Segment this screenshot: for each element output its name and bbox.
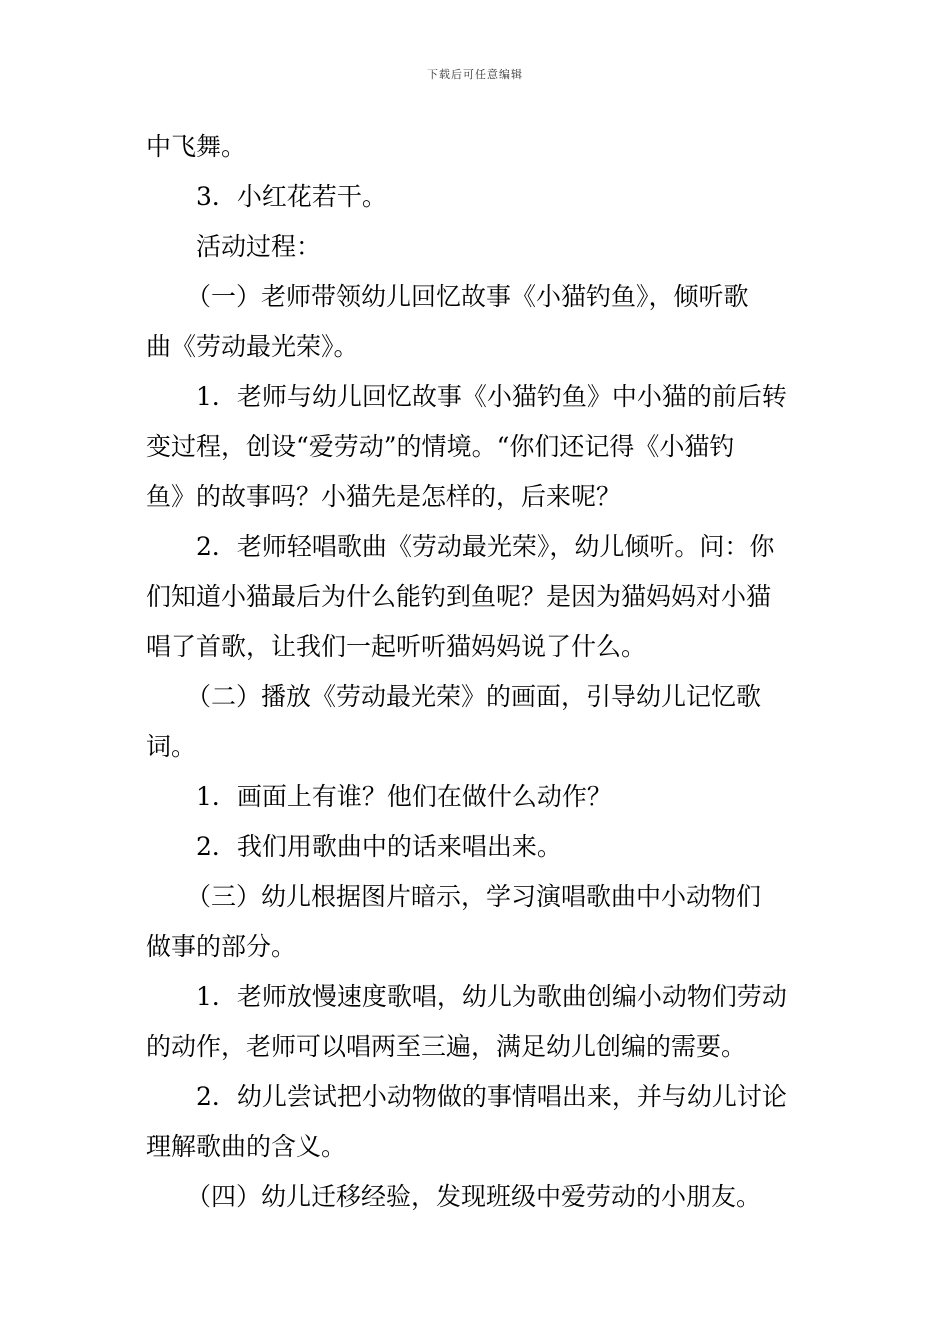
- text-line: 的动作，老师可以唱两至三遍，满足幼儿创编的需要。: [146, 1032, 747, 1061]
- section-heading-line: （三）幼儿根据图片暗示，学习演唱歌曲中小动物们: [186, 882, 762, 911]
- text-line: 中飞舞。: [146, 132, 247, 161]
- text-line: 3．小红花若干。: [196, 182, 387, 211]
- section-heading-line: （四）幼儿迁移经验，发现班级中爱劳动的小朋友。: [186, 1182, 762, 1211]
- text-line: 鱼》的故事吗？小猫先是怎样的，后来呢？: [146, 482, 622, 511]
- document-body: [146, 122, 811, 1222]
- text-line: 1．老师与幼儿回忆故事《小猫钓鱼》中小猫的前后转: [196, 382, 787, 411]
- text-line: 2．我们用歌曲中的话来唱出来。: [196, 832, 562, 861]
- section-heading-line: （一）老师带领幼儿回忆故事《小猫钓鱼》，倾听歌: [186, 282, 749, 311]
- text-line: 活动过程：: [196, 232, 322, 261]
- text-line: 2．老师轻唱歌曲《劳动最光荣》，幼儿倾听。问：你: [196, 532, 775, 561]
- text-line: 们知道小猫最后为什么能钓到鱼呢？是因为猫妈妈对小猫: [146, 582, 772, 611]
- page-header: 下载后可任意编辑: [427, 68, 523, 81]
- text-line: 做事的部分。: [146, 932, 297, 961]
- text-line: 变过程，创设“爱劳动”的情境。“你们还记得《小猫钓: [146, 432, 735, 461]
- text-line: 2．幼儿尝试把小动物做的事情唱出来，并与幼儿讨论: [196, 1082, 787, 1111]
- text-line: 曲《劳动最光荣》。: [146, 332, 359, 361]
- text-line: 1．画面上有谁？他们在做什么动作？: [196, 782, 612, 811]
- text-line: 理解歌曲的含义。: [146, 1132, 347, 1161]
- text-line: 词。: [146, 732, 197, 761]
- text-line: 唱了首歌，让我们一起听听猫妈妈说了什么。: [146, 632, 647, 661]
- text-line: 1．老师放慢速度歌唱，幼儿为歌曲创编小动物们劳动: [196, 982, 787, 1011]
- section-heading-line: （二）播放《劳动最光荣》的画面，引导幼儿记忆歌: [186, 682, 762, 711]
